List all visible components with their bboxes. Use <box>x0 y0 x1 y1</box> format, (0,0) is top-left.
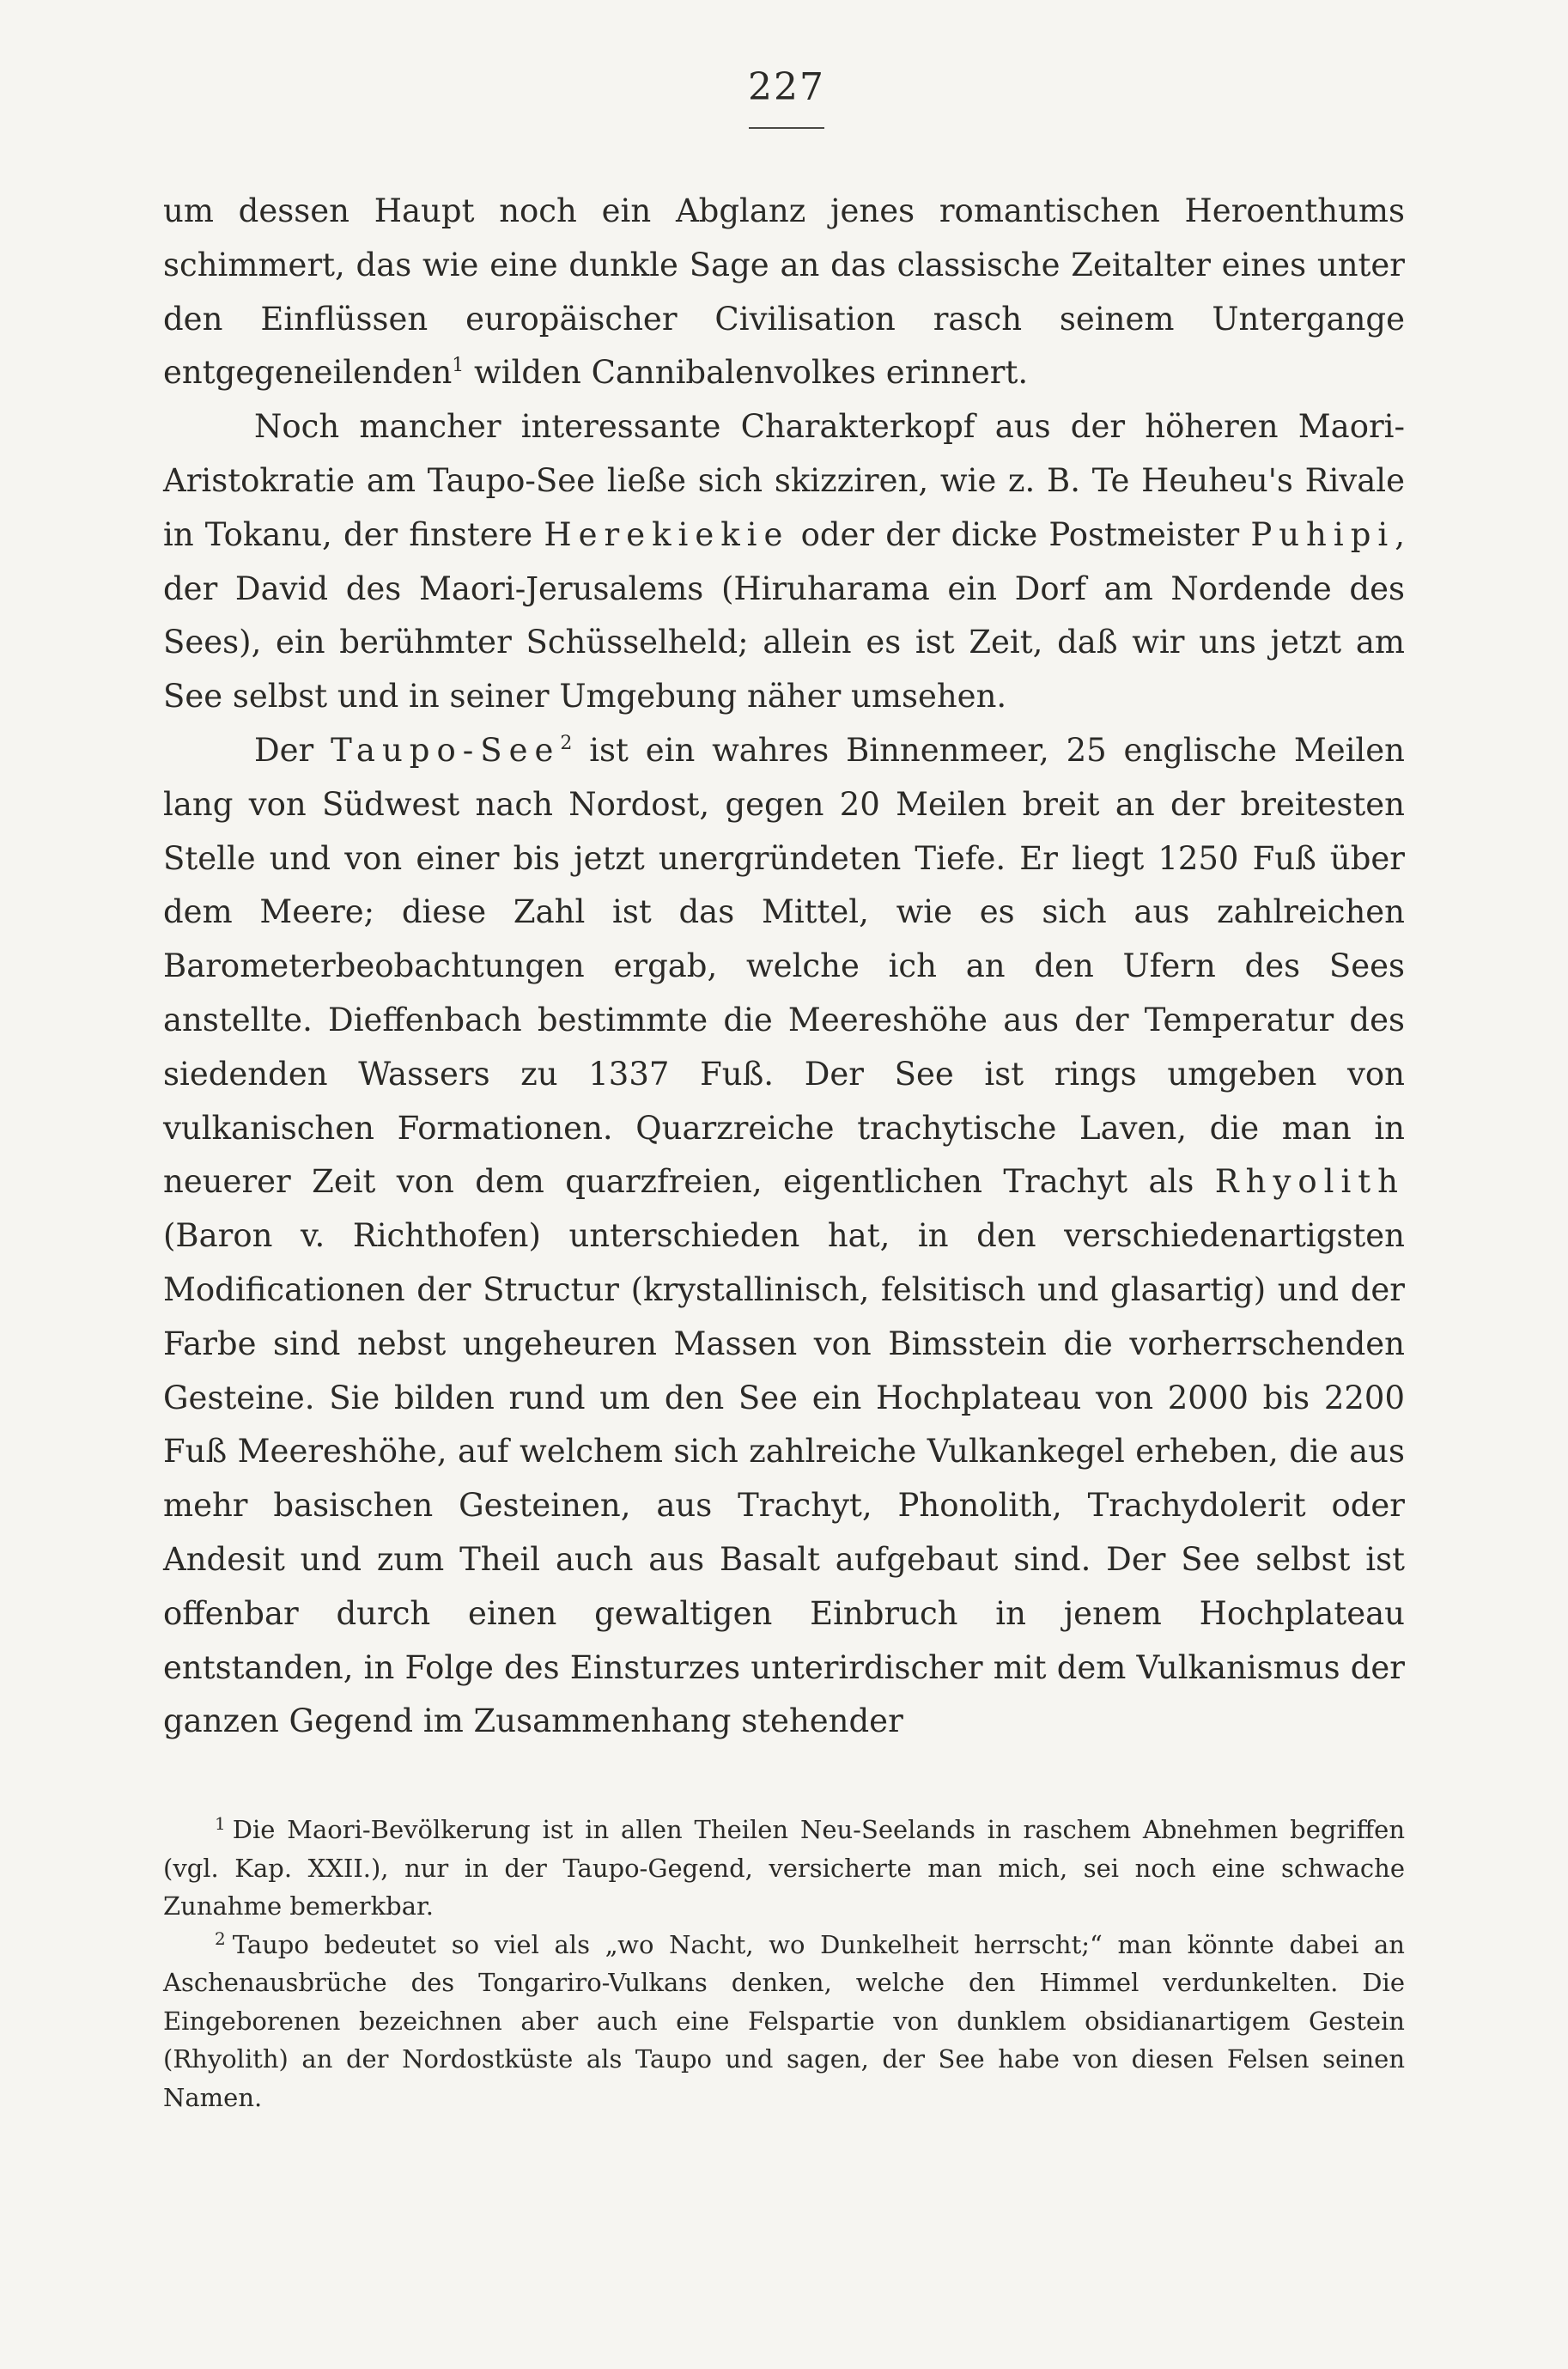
spaced-name-taupo-see: Taupo-See <box>331 731 561 769</box>
paragraph-text: Der <box>254 731 331 769</box>
footnote-mark: 1 <box>215 1813 226 1834</box>
paragraph-3 <box>163 724 1405 1749</box>
paragraph-text: Noch mancher interessante Charakterkopf aus der höheren Maori-Aristokratie am Taupo-See ließe sich skizziren, wie z. B. Te Heuheu's Rivale in Tokanu, der finstere <box>163 408 1405 553</box>
footnote-ref-2[interactable]: 2 <box>560 732 573 754</box>
spaced-name-puhipi: Puhipi <box>1250 515 1395 553</box>
footnote-2 <box>163 1926 1405 2117</box>
spaced-name-herekiekie: Herekiekie <box>544 515 790 553</box>
paragraph-text: (Baron v. Richthofen) unterschieden hat, in den verschiedenartigsten Modificationen der Structur (krystallinisch, felsitisch und glasartig) und der Farbe sind nebst ungeheuren Massen von Bimsstein die vorherrschenden Gesteine. Sie bilden rund um den See ein Hochplateau von 2000 bis 2200 Fuß Meereshöhe, auf welchem sich zahlreiche Vulkankegel erheben, die aus mehr basischen Gesteinen, aus Trachyt, Phonolith, Trachydolerit oder Andesit und zum Theil auch aus Basalt aufgebaut sind. Der See selbst ist offenbar durch einen gewaltigen Einbruch in jenem Hochplateau entstanden, in Folge des Einsturzes unterirdischer mit dem Vulkanismus der ganzen Gegend im Zusammenhang stehender <box>163 1217 1405 1740</box>
footnotes <box>163 1811 1405 2116</box>
paragraph-text: , der David des Maori-Jerusalems (Hiruharama ein Dorf am Nordende des Sees), ein berühmter Schüsselheld; allein es ist Zeit, daß wir uns jetzt am See selbst und in seiner Umgebung näher umsehen. <box>163 515 1405 716</box>
main-text <box>163 185 1405 1749</box>
footnote-text: Die Maori-Bevölkerung ist in allen Theilen Neu-Seelands in raschem Abnehmen begriffen (vgl. Kap. XXII.), nur in der Taupo-Gegend, versicherte man mich, sei noch eine schwache Zunahme bemerkbar. <box>163 1815 1405 1921</box>
paragraph-2 <box>163 400 1405 724</box>
footnote-1 <box>163 1811 1405 1926</box>
paragraph-text: ist ein wahres Binnenmeer, 25 englische Meilen lang von Südwest nach Nordost, gegen 20 Meilen breit an der breitesten Stelle und von einer bis jetzt unergründeten Tiefe. Er liegt 1250 Fuß über dem Meere; diese Zahl ist das Mittel, wie es sich aus zahlreichen Barometerbeobachtungen ergab, welche ich an den Ufern des Sees anstellte. Dieffenbach bestimmte die Meereshöhe aus der Temperatur des siedenden Wassers zu 1337 Fuß. Der See ist rings umgeben von vulkanischen Formationen. Quarzreiche trachytische Laven, die man in neuerer Zeit von dem quarzfreien, eigentlichen Trachyt als <box>163 731 1405 1201</box>
paragraph-text-continued: wilden Cannibalenvolkes erinnert. <box>464 354 1029 392</box>
footnote-ref-1[interactable]: 1 <box>452 355 465 377</box>
footnote-mark: 2 <box>215 1927 226 1949</box>
paragraph-text: um dessen Haupt noch ein Abglanz jenes romantischen Heroenthums schimmert, das wie eine dunkle Sage an das classische Zeitalter eines unter den Einflüssen europäischer Civilisation rasch seinem Untergange entgegeneilenden <box>163 192 1405 392</box>
spaced-name-rhyolith: Rhyolith <box>1214 1163 1405 1201</box>
page-number-rule <box>749 127 824 129</box>
paragraph-1 <box>163 185 1405 400</box>
paragraph-text: oder der dicke Postmeister <box>789 515 1251 553</box>
page-number: 227 <box>748 65 825 109</box>
footnote-text: Taupo bedeutet so viel als „wo Nacht, wo Dunkelheit herrscht;“ man könnte dabei an Aschenausbrüche des Tongariro-Vulkans denken, welche den Himmel verdunkelten. Die Eingeborenen bezeichnen aber auch eine Felspartie von dunklem obsidianartigem Gestein (Rhyolith) an der Nordostküste als Taupo und sagen, der See habe von diesen Felsen seinen Namen. <box>163 1929 1405 2112</box>
